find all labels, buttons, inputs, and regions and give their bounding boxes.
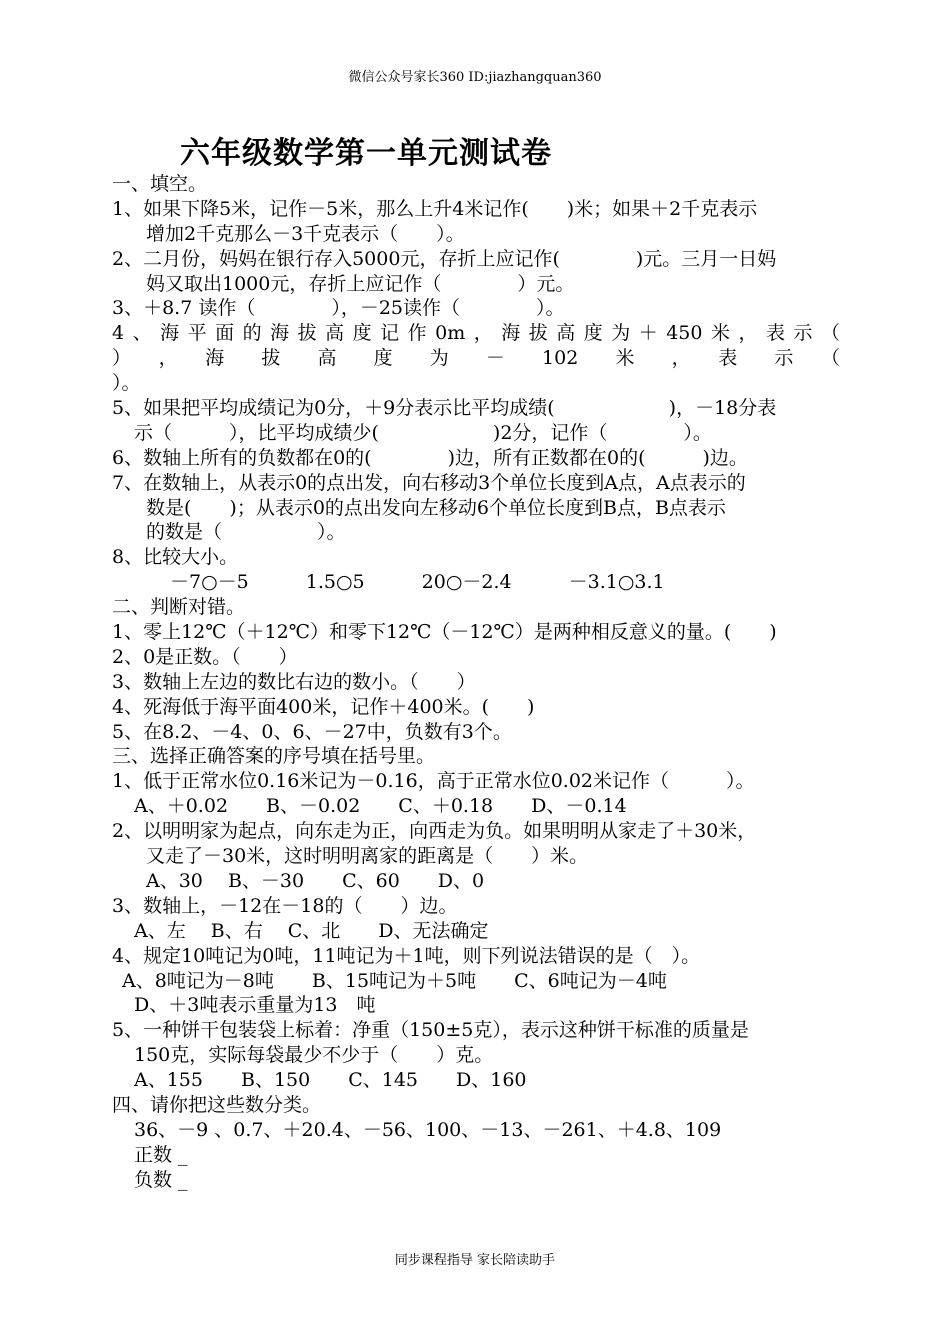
worksheet-line: 150克，实际每袋最少不少于（ ）克。 [134, 1044, 494, 1067]
worksheet-line: 的数是（ ）。 [146, 521, 346, 544]
worksheet-line: 2、二月份，妈妈在银行存入5000元，存折上应记作( )元。三月一日妈 [112, 247, 777, 270]
worksheet-line: －7○－5 1.5○5 20○－2.4 －3.1○3.1 [170, 571, 665, 594]
worksheet-line: 一、填空。 [112, 173, 208, 195]
worksheet-line: 又走了－30米，这时明明离家的距离是（ ）米。 [146, 845, 589, 868]
worksheet-line: D、＋3吨表示重量为13 吨 [134, 994, 376, 1017]
worksheet-line: 36、－9 、0.7、＋20.4、－56、100、－13、－261、＋4.8、109 [134, 1118, 722, 1141]
worksheet-line: A、30 B、－30 C、60 D、0 [146, 869, 485, 892]
worksheet-line: 7、在数轴上，从表示0的点出发，向右移动3个单位长度到A点，A点表示的 [112, 471, 746, 494]
worksheet-line: A、8吨记为－8吨 B、15吨记为＋5吨 C、6吨记为－4吨 [122, 969, 667, 992]
worksheet-line: 示（ ），比平均成绩少( )2分，记作（ ）。 [134, 421, 712, 444]
worksheet-line: 3、数轴上，－12在－18的（ ）边。 [112, 894, 458, 917]
worksheet-line: 妈又取出1000元，存折上应记作（ ）元。 [146, 272, 575, 295]
worksheet-line: 8、比较大小。 [112, 546, 239, 569]
page-footer: 同步课程指导 家长陪读助手 [394, 1253, 556, 1268]
worksheet-line: 1、低于正常水位0.16米记为－0.16，高于正常水位0.02米记作（ ）。 [112, 770, 755, 793]
worksheet-line: ） ， 海 拔 高 度 为 － 102 米 ， 表 示 （ [112, 347, 840, 370]
worksheet-line: 3、数轴上左边的数比右边的数小。（ ） [112, 670, 476, 693]
worksheet-line: 4、海平面的海拔高度记作0m，海拔高度为＋450米，表示（ [112, 322, 840, 345]
worksheet-line: A、＋0.02 B、－0.02 C、＋0.18 D、－0.14 [134, 795, 627, 818]
worksheet-line: 增加2千克那么－3千克表示（ ）。 [146, 222, 465, 245]
worksheet-line: 四、请你把这些数分类。 [112, 1093, 322, 1116]
worksheet-body [112, 172, 840, 1193]
worksheet-line: 4、死海低于海平面400米，记作＋400米。( ) [112, 695, 535, 718]
worksheet-line: 5、在8.2、－4、0、6、－27中，负数有3个。 [112, 720, 512, 743]
worksheet-line: ）。 [112, 372, 141, 395]
worksheet-line: 6、数轴上所有的负数都在0的( )边，所有正数都在0的( )边。 [112, 446, 748, 469]
worksheet-line: 1、如果下降5米，记作－5米，那么上升4米记作( )米；如果＋2千克表示 [112, 197, 758, 220]
page-title: 六年级数学第一单元测试卷 [180, 136, 552, 171]
worksheet-line: 二、判断对错。 [112, 596, 246, 619]
worksheet-line: 三、选择正确答案的序号填在括号里。 [112, 745, 436, 768]
worksheet-line: 1、零上12℃（＋12℃）和零下12℃（－12℃）是两种相反意义的量。( ) [112, 621, 777, 644]
page-header: 微信公众号家长360 ID:jiazhangquan360 [348, 70, 602, 85]
worksheet-line: 3、＋8.7 读作（ ），－25读作（ ）。 [112, 297, 565, 320]
worksheet-line: 数是( )；从表示0的点出发向左移动6个单位长度到B点，B点表示 [146, 496, 726, 519]
worksheet-line: 4、规定10吨记为0吨，11吨记为＋1吨，则下列说法错误的是（ ）。 [112, 944, 701, 967]
worksheet-line: 2、以明明家为起点，向东走为正，向西走为负。如果明明从家走了＋30米， [112, 820, 757, 843]
worksheet-line: A、左 B、右 C、北 D、无法确定 [134, 919, 489, 942]
worksheet-line: 5、一种饼干包装袋上标着：净重（150±5克），表示这种饼干标准的质量是 [112, 1019, 749, 1042]
worksheet-line: A、155 B、150 C、145 D、160 [134, 1069, 527, 1092]
worksheet-line: 5、如果把平均成绩记为0分，＋9分表示比平均成绩( )，－18分表 [112, 397, 777, 420]
worksheet-line: 2、0是正数。（ ） [112, 645, 298, 668]
worksheet-line: 负数 _ [134, 1168, 188, 1191]
worksheet-line: 正数 _ [134, 1143, 188, 1166]
